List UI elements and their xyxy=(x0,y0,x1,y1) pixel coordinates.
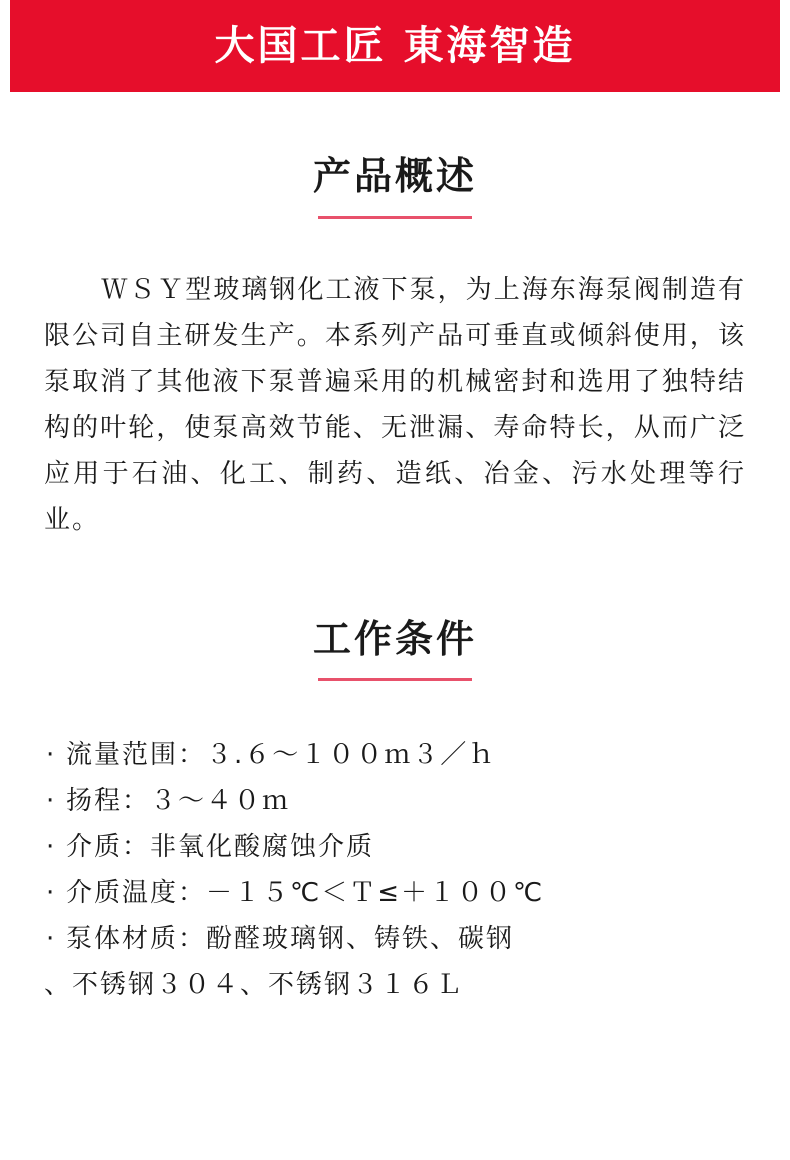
conditions-heading-group xyxy=(44,617,746,682)
condition-head: 扬程：３～４０ｍ xyxy=(66,786,291,817)
condition-medium-temperature: 介质温度：－１５℃＜Ｔ≤＋１００℃ xyxy=(66,878,545,909)
overview-title-underline xyxy=(318,216,472,219)
bullet-icon: · xyxy=(46,924,57,955)
bullet-icon: · xyxy=(46,832,57,863)
list-item xyxy=(44,779,746,823)
conditions-list xyxy=(44,733,746,1007)
condition-medium: 介质：非氧化酸腐蚀介质 xyxy=(66,832,375,863)
condition-pump-body-material: 泵体材质：酚醛玻璃钢、铸铁、碳钢 xyxy=(66,924,515,955)
list-item xyxy=(44,733,746,777)
bullet-icon: · xyxy=(46,740,57,771)
overview-paragraph: ＷＳＹ型玻璃钢化工液下泵，为上海东海泵阀制造有限公司自主研发生产。本系列产品可垂直或倾斜使用，该泵取消了其他液下泵普遍采用的机械密封和选用了独特结构的叶轮，使泵高效节能、无泄漏、寿命特长，从而广泛应用于石油、化工、制药、造纸、冶金、污水处理等行业。 xyxy=(44,274,746,535)
condition-flow-range: 流量范围：３.６～１００ｍ３／ｈ xyxy=(66,740,497,771)
banner-left-stripe xyxy=(0,0,10,92)
list-item xyxy=(44,917,746,961)
list-item-continuation xyxy=(22,963,746,1007)
list-item xyxy=(44,871,746,915)
overview-heading-group xyxy=(44,154,746,219)
section-working-conditions xyxy=(0,617,790,1008)
bullet-icon: · xyxy=(46,786,57,817)
top-banner xyxy=(0,0,790,92)
list-item xyxy=(44,825,746,869)
condition-pump-body-material-continued: 、不锈钢３０４、不锈钢３１６Ｌ xyxy=(44,970,465,1001)
conditions-title: 工作条件 xyxy=(312,616,477,661)
banner-title: 大国工匠 東海智造 xyxy=(214,23,576,69)
section-product-overview xyxy=(0,154,790,543)
bullet-icon: · xyxy=(46,878,57,909)
overview-title: 产品概述 xyxy=(312,154,477,198)
banner-right-stripe xyxy=(780,0,790,92)
conditions-title-underline xyxy=(318,678,472,681)
